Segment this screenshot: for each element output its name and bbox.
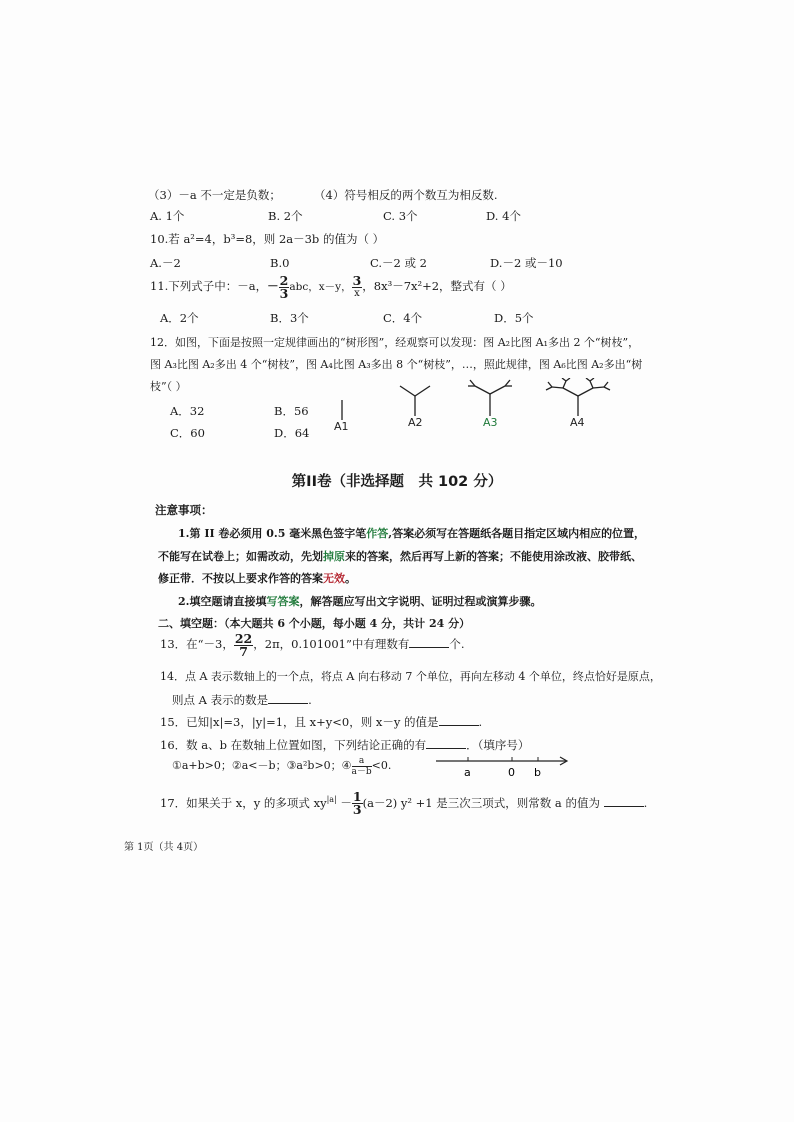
q15: 15．已知|x|=3，|y|=1，且 x+y<0，则 x－y 的值是 . <box>160 715 483 729</box>
tree-label-a4: A4 <box>570 416 585 429</box>
q12-line-1: 12．如图，下面是按照一定规律画出的“树形图”，经观察可以发现：图 A₂比图 A₁多出 2 个“树枝”， <box>150 336 640 349</box>
q12-option-a: A．32 <box>170 404 205 418</box>
tree-a3-branch-right <box>490 386 505 394</box>
tree-a4-leaf <box>548 382 552 387</box>
q10-option-d: D.－2 或－10 <box>490 256 563 270</box>
q11-text-2: ，8x³－7x²+2，整式有（ ） <box>362 279 512 293</box>
tree-a2-branch-right <box>415 386 430 396</box>
q9-option-a: A. 1个 <box>150 209 185 223</box>
q11-option-d: D．5个 <box>494 311 534 325</box>
q11-option-c: C．4个 <box>383 311 423 325</box>
q16-answer-blank[interactable] <box>426 737 466 749</box>
q12-line-2: 图 A₃比图 A₂多出 4 个“树枝”，图 A₄比图 A₃多出 8 个“树枝”，…，照此规律，图 A₆比图 A₂多出“树 <box>150 358 643 371</box>
q14-line-1: 14．点 A 表示数轴上的一个点，将点 A 向右移动 7 个单位，再向左移动 4 个单位，终点恰好是原点， <box>160 670 661 683</box>
q9-option-b: B. 2个 <box>268 209 303 223</box>
q17-fraction: $\frac{1}{3}$ <box>352 789 362 818</box>
tree-a4-twig <box>563 381 566 388</box>
q9-item4: （4）符号相反的两个数互为相反数. <box>314 188 498 202</box>
label-a: a <box>464 766 471 779</box>
tree-a3-twig <box>470 380 475 386</box>
notice-line-1: 1.第 II 卷必须用 0.5 毫米黑色签字笔作答,答案必须写在答题纸各题目指定区域内相应的位置， <box>178 527 646 540</box>
tree-a4-leaf <box>546 387 552 390</box>
tree-a4-leaf <box>604 387 610 390</box>
q15-answer-blank[interactable] <box>439 714 479 726</box>
q11-prefix: 11.下列式子中：－a， <box>150 279 268 293</box>
q12-line-3: 枝”（ ） <box>150 380 187 393</box>
q10-option-b: B.0 <box>270 256 290 270</box>
q11-fraction-2: $\frac{3}{x}$ <box>352 272 362 299</box>
tree-a4-twig <box>593 387 604 388</box>
q17: 17．如果关于 x，y 的多项式 $xy^{|a|}$ － $\frac{1}{3}$ (a－2) y² +1 是三次三项式，则常数 a 的值为 . <box>160 789 648 818</box>
tree-a3-twig <box>505 380 510 386</box>
tree-label-a1: A1 <box>334 420 349 433</box>
section-2-heading: 二、填空题：（本大题共 6 个小题，每小题 4 分，共计 24 分） <box>158 617 471 630</box>
q10-stem: 10.若 a²=4，b³=8，则 2a－3b 的值为（ ） <box>150 232 385 246</box>
tree-a2-branch-left <box>400 386 415 396</box>
tree-a4-branch-right <box>578 388 593 396</box>
q13-fraction: $\frac{22}{7}$ <box>234 630 253 659</box>
number-line <box>432 752 572 780</box>
q16-fraction: $\frac{a}{a-b}$ <box>351 755 372 777</box>
tree-a4-twig <box>552 387 563 388</box>
q11-option-b: B．3个 <box>270 311 309 325</box>
tree-a4-twig <box>590 381 593 388</box>
q12-option-b: B．56 <box>274 404 309 418</box>
q13: 13．在“－3， $\frac{22}{7}$ ，2π，0.101001”中有理数有 个. <box>160 630 465 659</box>
tree-label-a2: A2 <box>408 416 423 429</box>
q9-option-c: C. 3个 <box>383 209 418 223</box>
q10-option-a: A.－2 <box>150 256 181 270</box>
q16-stem: 16．数 a、b 在数轴上位置如图，下列结论正确的有 ．（填序号） <box>160 738 530 752</box>
tree-a4-leaf <box>566 378 570 381</box>
q11-text-1: abc，x－y， <box>289 281 352 293</box>
q11-option-a: A．2个 <box>160 311 199 325</box>
tree-a4-leaf <box>604 382 608 387</box>
q17-answer-blank[interactable] <box>604 795 644 807</box>
q11-stem: 11.下列式子中：－a，－ $\frac{2}{3}$ abc，x－y， $\frac{3}{x}$ ，8x³－7x²+2，整式有（ ） <box>150 272 512 301</box>
tree-figure <box>320 378 620 434</box>
page-footer: 第 1页（共 4页） <box>124 842 204 853</box>
notice-line-3: 修正带．不按以上要求作答的答案无效。 <box>158 572 356 585</box>
q11-fraction-1: $\frac{2}{3}$ <box>279 272 289 301</box>
label-0: 0 <box>508 766 515 779</box>
q9-option-d: D. 4个 <box>486 209 521 223</box>
q9-item3: （3）－a 不一定是负数； <box>148 188 281 202</box>
tree-a4-branch-left <box>563 388 578 396</box>
q14-answer-blank[interactable] <box>268 692 308 704</box>
notice-line-2: 不能写在试卷上；如需改动，先划掉原来的答案，然后再写上新的答案；不能使用涂改液、胶带纸、 <box>158 550 642 563</box>
tree-label-a3: A3 <box>483 416 498 429</box>
tree-a4-leaf <box>562 378 566 381</box>
q16-options: ①a+b>0；②a<－b；③a²b>0；④ $\frac{a}{a-b}$ <0. <box>172 755 392 777</box>
q12-option-c: C．60 <box>170 426 205 440</box>
q12-option-d: D．64 <box>274 426 310 440</box>
tree-a4-leaf <box>590 378 594 381</box>
tree-a3-branch-left <box>475 386 490 394</box>
q14-line-2: 则点 A 表示的数是 . <box>172 693 312 707</box>
part-2-title: 第II卷（非选择题 共 102 分） <box>291 474 503 490</box>
q13-answer-blank[interactable] <box>409 636 449 648</box>
notice-heading: 注意事项： <box>155 503 213 517</box>
notice-line-4: 2.填空题请直接填写答案，解答题应写出文字说明、证明过程或演算步骤。 <box>178 595 542 608</box>
q10-option-c: C.－2 或 2 <box>370 256 427 270</box>
tree-a4-leaf <box>586 378 590 381</box>
label-b: b <box>534 766 541 779</box>
